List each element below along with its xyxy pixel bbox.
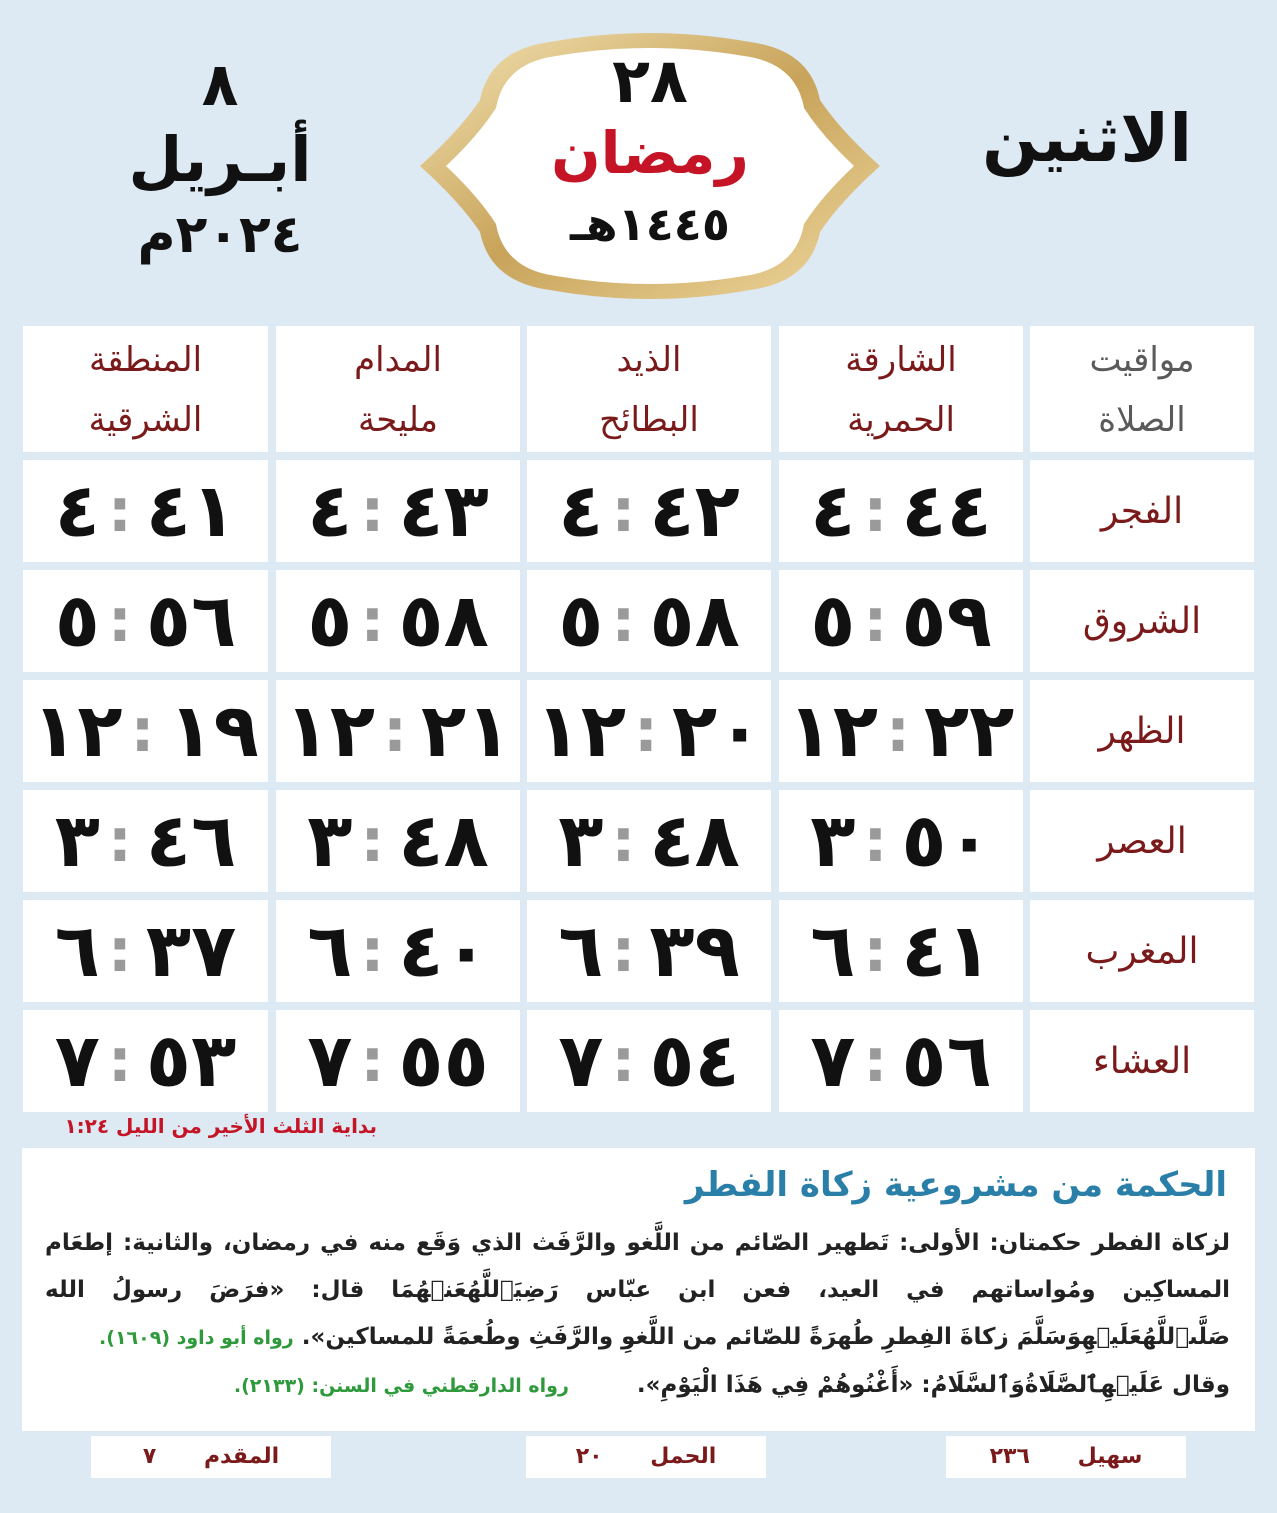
prayer-time-cell	[779, 680, 1023, 782]
article-title: الحكمة من مشروعية زكاة الفطر	[684, 1165, 1227, 1205]
time-hour: ٦	[54, 908, 100, 994]
prayer-name: الظهر	[1030, 680, 1254, 782]
prayer-time-cell	[276, 790, 520, 892]
gregorian-date	[80, 50, 360, 270]
time-minutes: ٤٤	[901, 468, 992, 554]
time-separator: :	[886, 696, 916, 766]
time-separator: :	[107, 806, 138, 876]
article-paragraph-1: لزكاة الفطر حكمتان: الأولى: تَطهير الصّائم من اللَّغو والرَّفَث الذي وَقَع منه في رمضان، والثانية: إطعَام المساكِين ومُواساتهم في العيد، فعن ابن عبّاس رَضِيَٱللَّهُعَنۡهُمَا قال: «فرَضَ رسولُ الله صَلَّىٱللَّهُعَلَيۡهِوَسَلَّمَ زكاةَ الفِطرِ طُهرَةً للصّائم من اللَّغوِ والرَّفَثِ وطُعمَةً للمساكين».	[45, 1230, 1230, 1350]
article-paragraph-2: وقال عَلَيۡهِٱلصَّلَاةُوَٱلسَّلَامُ: «أَغْنُوهُمْ فِي هَذَا الْيَوْمِ».	[636, 1372, 1230, 1398]
prayer-time-cell	[23, 1010, 268, 1112]
star-number: ٢٠	[575, 1444, 603, 1469]
time-minutes: ٥٦	[145, 578, 237, 664]
time-separator: :	[634, 696, 664, 766]
time-separator: :	[611, 476, 642, 546]
time-separator: :	[611, 916, 642, 986]
prayer-time-cell	[779, 1010, 1023, 1112]
prayer-time-cell	[23, 680, 268, 782]
region-line1: الذيد	[616, 340, 682, 380]
prayer-time-cell	[276, 460, 520, 562]
prayer-time-cell	[276, 680, 520, 782]
time-separator: :	[863, 806, 894, 876]
region-line1: المدام	[354, 340, 442, 380]
prayer-time-cell	[23, 790, 268, 892]
time-hour: ٥	[307, 578, 353, 664]
article-reference-2: رواه الدارقطني في السنن: (٢١٣٣).	[233, 1375, 569, 1397]
time-hour: ٥	[558, 578, 604, 664]
region-line1: المنطقة	[88, 340, 203, 380]
time-minutes: ٥٦	[901, 1018, 992, 1104]
time-separator: :	[107, 916, 138, 986]
time-hour: ٥	[54, 578, 100, 664]
star-name: المقدم	[203, 1444, 280, 1469]
time-separator: :	[360, 806, 391, 876]
time-separator: :	[130, 696, 161, 766]
last-third-of-night: بداية الثلث الأخير من الليل ١:٢٤	[64, 1114, 377, 1138]
region-line2: البطائح	[599, 400, 699, 440]
prayer-name: الفجر	[1030, 460, 1254, 562]
gregorian-day: ٨	[201, 50, 239, 120]
time-separator: :	[863, 586, 894, 656]
time-hour: ٦	[558, 908, 604, 994]
time-hour: ١٢	[787, 688, 878, 774]
hijri-year: ١٤٤٥هـ	[570, 197, 730, 251]
region-header-madam	[276, 326, 520, 452]
hijri-month: رمضان	[551, 119, 749, 187]
time-minutes: ٢١	[421, 688, 512, 774]
time-minutes: ٥٨	[398, 578, 489, 664]
star-box-muqaddam	[91, 1436, 331, 1478]
time-minutes: ٤٣	[398, 468, 489, 554]
time-minutes: ٤٦	[145, 798, 237, 884]
time-minutes: ٢٢	[924, 688, 1015, 774]
prayer-time-cell	[276, 570, 520, 672]
time-hour: ٧	[810, 1018, 856, 1104]
prayer-time-cell	[527, 680, 771, 782]
time-separator: :	[360, 1026, 391, 1096]
time-minutes: ٤٨	[398, 798, 489, 884]
day-name: الاثنين	[982, 100, 1192, 177]
prayer-time-cell	[779, 900, 1023, 1002]
time-separator: :	[863, 476, 894, 546]
time-minutes: ٤٢	[649, 468, 740, 554]
time-separator: :	[107, 476, 138, 546]
time-hour: ٥	[810, 578, 856, 664]
time-hour: ٧	[54, 1018, 100, 1104]
gregorian-month: أبـريل	[128, 123, 312, 196]
article-body	[45, 1220, 1230, 1410]
region-line2: الشرقية	[88, 400, 203, 440]
time-hour: ١٢	[535, 688, 626, 774]
star-name: الحمل	[650, 1444, 717, 1469]
time-minutes: ٢٠	[672, 688, 763, 774]
header-label-line1: مواقيت	[1089, 340, 1195, 380]
time-separator: :	[863, 1026, 894, 1096]
time-hour: ١٢	[32, 688, 123, 774]
prayer-name: الشروق	[1030, 570, 1254, 672]
time-separator: :	[107, 586, 138, 656]
hijri-day: ٢٨	[612, 44, 688, 117]
prayer-time-cell	[527, 570, 771, 672]
star-box-hamal	[526, 1436, 766, 1478]
time-minutes: ٤١	[901, 908, 992, 994]
time-minutes: ٥٨	[649, 578, 740, 664]
time-minutes: ١٩	[168, 688, 259, 774]
time-hour: ٤	[558, 468, 604, 554]
prayer-time-cell	[527, 790, 771, 892]
time-separator: :	[611, 806, 642, 876]
star-number: ٢٣٦	[989, 1444, 1030, 1469]
time-hour: ٧	[307, 1018, 353, 1104]
time-minutes: ٤٨	[649, 798, 740, 884]
prayer-time-cell	[23, 460, 268, 562]
region-header-dhaid	[527, 326, 771, 452]
table-header-label	[1030, 326, 1254, 452]
time-hour: ١٢	[284, 688, 375, 774]
time-minutes: ٥٣	[145, 1018, 237, 1104]
time-minutes: ٥٥	[398, 1018, 489, 1104]
time-hour: ٦	[307, 908, 353, 994]
time-hour: ٧	[558, 1018, 604, 1104]
star-box-suhail	[946, 1436, 1186, 1478]
prayer-time-cell	[276, 900, 520, 1002]
prayer-time-cell	[527, 460, 771, 562]
prayer-time-cell	[276, 1010, 520, 1112]
time-hour: ٦	[810, 908, 856, 994]
time-hour: ٤	[307, 468, 353, 554]
time-minutes: ٤١	[145, 468, 237, 554]
region-line2: مليحة	[358, 400, 438, 440]
time-hour: ٤	[54, 468, 100, 554]
article-reference-1: رواه أبو داود (١٦٠٩).	[99, 1327, 294, 1349]
region-header-eastern	[23, 326, 268, 452]
time-minutes: ٣٩	[649, 908, 740, 994]
prayer-name: العصر	[1030, 790, 1254, 892]
star-number: ٧	[142, 1444, 157, 1469]
time-separator: :	[360, 916, 391, 986]
prayer-time-cell	[527, 1010, 771, 1112]
gregorian-year: ٢٠٢٤م	[137, 205, 303, 265]
time-minutes: ٥٠	[901, 798, 992, 884]
time-minutes: ٥٩	[901, 578, 992, 664]
time-minutes: ٥٤	[649, 1018, 740, 1104]
hijri-date	[490, 45, 810, 259]
time-hour: ٤	[810, 468, 856, 554]
time-separator: :	[383, 696, 413, 766]
time-hour: ٣	[307, 798, 353, 884]
star-name: سهيل	[1077, 1444, 1143, 1469]
header-label-line2: الصلاة	[1098, 400, 1186, 440]
prayer-time-cell	[527, 900, 771, 1002]
region-line2: الحمرية	[847, 400, 955, 440]
prayer-time-cell	[23, 900, 268, 1002]
prayer-time-cell	[779, 790, 1023, 892]
time-separator: :	[107, 1026, 138, 1096]
region-header-sharjah	[779, 326, 1023, 452]
time-separator: :	[611, 1026, 642, 1096]
time-hour: ٣	[54, 798, 100, 884]
time-hour: ٣	[810, 798, 856, 884]
region-line1: الشارقة	[845, 340, 957, 380]
prayer-name: المغرب	[1030, 900, 1254, 1002]
prayer-time-cell	[779, 570, 1023, 672]
time-hour: ٣	[558, 798, 604, 884]
time-separator: :	[863, 916, 894, 986]
prayer-time-cell	[779, 460, 1023, 562]
time-separator: :	[360, 476, 391, 546]
time-separator: :	[360, 586, 391, 656]
time-minutes: ٣٧	[145, 908, 237, 994]
time-separator: :	[611, 586, 642, 656]
prayer-time-cell	[23, 570, 268, 672]
prayer-name: العشاء	[1030, 1010, 1254, 1112]
time-minutes: ٤٠	[398, 908, 489, 994]
